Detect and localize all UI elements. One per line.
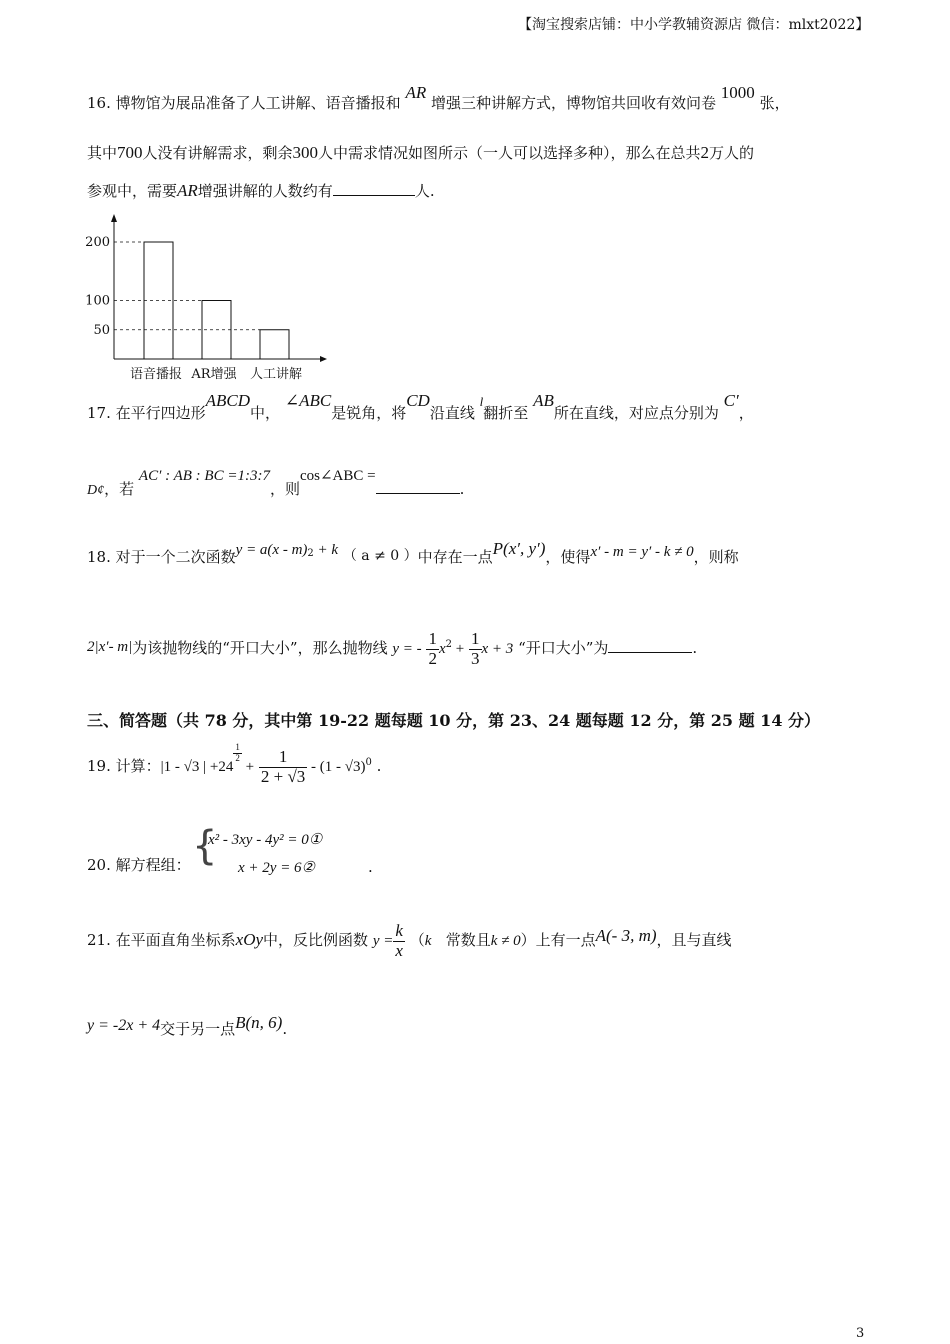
y-tick-label: 50 — [93, 322, 110, 338]
question-16-line-2: 其中700人没有讲解需求，剩余300人中需求情况如图所示（一人可以选择多种），那么在总共2万人的 — [87, 143, 755, 162]
equation-1: x² - 3xy - 4y² = 0① — [208, 832, 323, 848]
answer-blank — [608, 638, 692, 653]
question-18-line-2: 2|x′- m|为该抛物线的“开口大小”，那么抛物线 y = - $\frac{1}{2}$ $x^2$ + $\frac{1}{3}$ x + 3 “开口大小”为 . — [87, 629, 698, 668]
equation-system-brace: { — [192, 823, 218, 869]
question-17-line-2: D¢，若 AC′ : AB : BC =1:3:7，则cos∠ABC =. — [87, 468, 465, 498]
answer-blank — [333, 181, 415, 196]
question-18-line-1: 18. 对于一个二次函数y = a(x - m)$^2$ + k （ a ≠ 0 ）中存在一点P(x′, y′)，使得x′ - m = y′ - k ≠ 0，则称 — [87, 539, 739, 566]
question-16-line-1: 16. 博物馆为展品准备了人工讲解、语音播报和 AR 增强三种讲解方式，博物馆共回收有效问卷 1000 张， — [87, 83, 790, 112]
question-number: 16. — [87, 94, 111, 112]
question-17-line-1: 17. 在平行四边形ABCD中， ∠ABC是锐角，将CD沿直线 l翻折至 AB所在直线，对应点分别为 C′， — [87, 391, 754, 422]
page-number: 3 — [856, 1326, 865, 1341]
fraction-one-third: $\frac{1}{3}$ — [471, 629, 480, 668]
page-header: 【淘宝搜索店铺：中小学教辅资源店 微信：mlxt2022】 — [518, 17, 870, 33]
equation-2: x + 2y = 6② — [238, 860, 316, 876]
question-21-line-1: 21. 在平面直角坐标系xOy中，反比例函数 y = $\frac{k}{x}$ （k 常数且k ≠ 0）上有一点A(- 3, m)，且与直线 — [87, 921, 732, 960]
exponent-fraction: $\frac{1}{2}$ — [235, 741, 240, 763]
y-tick-label: 200 — [85, 235, 110, 250]
x-axis-arrow — [320, 356, 327, 362]
y-axis-arrow — [111, 214, 117, 222]
question-19: 19. 计算：|1 - √3 | +24 $\frac{1}{2}$ + $\frac{1}{2 + √3}$ - (1 - √3)$^0$ . — [87, 741, 382, 786]
fraction-1-over-2-plus-root3: $\frac{1}{2 + √3}$ — [260, 747, 306, 786]
bar-chart — [80, 208, 340, 388]
answer-blank — [376, 479, 460, 494]
y-tick-label: 100 — [85, 293, 110, 309]
question-21-line-2: y = -2x + 4交于另一点B(n, 6). — [87, 1013, 288, 1038]
bar — [260, 330, 289, 359]
x-tick-label: 语音播报 — [129, 367, 183, 382]
x-tick-label: AR增强 — [191, 367, 237, 382]
x-tick-label: 人工讲解 — [249, 367, 303, 382]
question-16-line-3: 参观中，需要AR增强讲解的人数约有 人. — [87, 181, 435, 200]
section-3-title: 三、简答题（共 78 分，其中第 19-22 题每题 10 分，第 23、24 题每题 12 分，第 25 题 14 分） — [87, 711, 821, 730]
fraction-one-half: $\frac{1}{2}$ — [428, 629, 437, 668]
fraction-k-over-x: $\frac{k}{x}$ — [395, 921, 403, 960]
question-20-label: 20. 解方程组： — [87, 856, 191, 874]
